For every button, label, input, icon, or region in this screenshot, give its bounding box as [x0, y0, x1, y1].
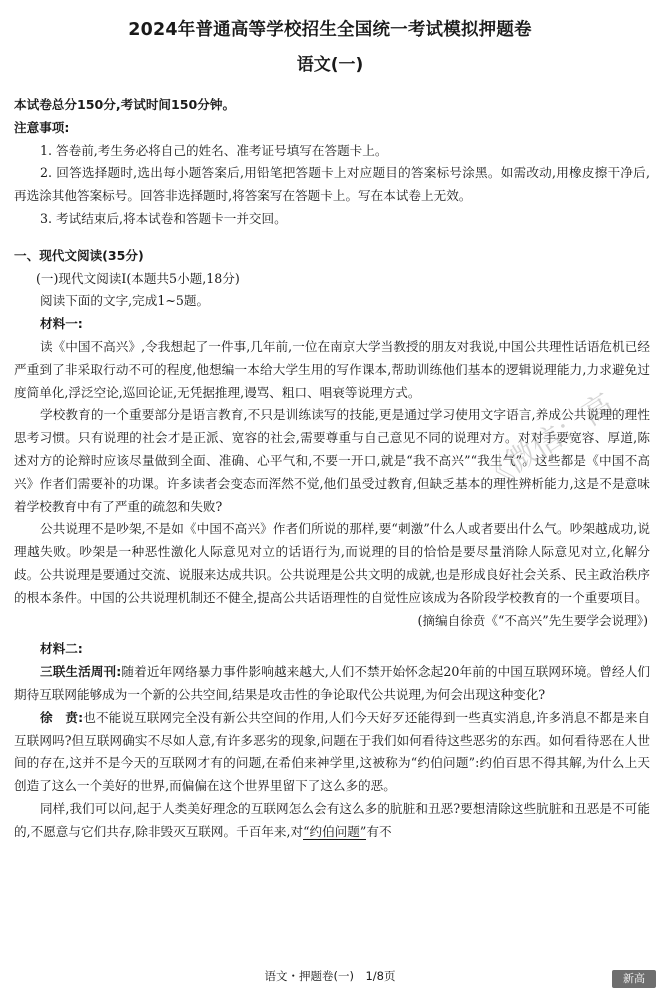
material-2-paragraph-2	[14, 707, 650, 798]
underlined-term: “约伯问题”	[303, 823, 367, 839]
page-title: 2024年普通高等学校招生全国统一考试模拟押题卷	[128, 20, 532, 40]
reading-instruction: 阅读下面的文字,完成1~5题。	[40, 293, 210, 309]
material-2-paragraph-3	[14, 798, 650, 844]
score-line: 本试卷总分150分,考试时间150分钟。	[14, 97, 236, 112]
material-1-paragraph-2: 学校教育的一个重要部分是语言教育,不只是训练读写的技能,更是通过学习使用文字语言,养成公共说理的理性思考习惯。只有说理的社会才是正派、宽容的社会,需要尊重与自己意见不同的说理对方。对对手要宽容、厚道,陈述对方的论辩时应该尽量做到全面、准确、心平气和,不要一开口,就是“我不高兴”“我生气”。这些都是《中国不高兴》作者们需要补的功课。许多读者会变态而浑然不觉,他们虽受过教育,但缺乏基本的理性辨析能力,这是不是意味着学校教育中有了严重的疏忽和失败?	[14, 407, 650, 514]
note-1: 1. 答卷前,考生务必将自己的姓名、准考证号填写在答题卡上。	[40, 142, 388, 158]
page-subtitle: 语文(一)	[296, 55, 364, 75]
material-1-source: (摘编自徐贲《“不高兴”先生要学会说理》)	[417, 612, 648, 628]
paragraph-text: 有不	[366, 823, 392, 839]
speaker-text: 随着近年网络暴力事件影响越来越大,人们不禁开始怀念起20年前的中国互联网环境。曾经人们期待互联网能够成为一个新的公共空间,结果是攻击性的争论取代公共说理,为何会出现这种变化?	[14, 664, 650, 702]
speaker-label: 徐 贲:	[40, 709, 84, 725]
material-1-label: 材料一:	[40, 316, 83, 332]
speaker-label: 三联生活周刊:	[40, 664, 122, 680]
paragraph-text: 同样,我们可以问,起于人类美好理念的互联网怎么会有这么多的肮脏和丑恶?要想清除这些肮脏和丑恶是不可能的,不愿意与它们共存,除非毁灭互联网。千百年来,对	[14, 800, 650, 839]
section-heading: 一、现代文阅读(35分)	[14, 247, 144, 263]
notes-heading: 注意事项:	[14, 119, 70, 135]
sub-section-heading: (一)现代文阅读Ⅰ(本题共5小题,18分)	[36, 270, 240, 286]
material-1-paragraph-3: 公共说理不是吵架,不是如《中国不高兴》作者们所说的那样,要“刺激”什么人或者要出什么气。吵架越成功,说理越失败。吵架是一种恶性激化人际意见对立的话语行为,而说理的目的恰恰是要尽量消除人际意见对立,化解分歧。公共说理是要通过交流、说服来达成共识。公共说理是公共文明的成就,也是形成良好社会关系、民主政治秩序的根本条件。中国的公共说理机制还不健全,提高公共话语理性的自觉性应该成为各阶段学校教育的一个重要项目。	[14, 521, 650, 605]
page-footer: 语文・押题卷(一) 1/8页	[264, 969, 396, 983]
note-3: 3. 考试结束后,将本试卷和答题卡一并交回。	[40, 210, 287, 226]
material-1-paragraph-1: 读《中国不高兴》,令我想起了一件事,几年前,一位在南京大学当教授的朋友对我说,中国公共理性话语危机已经严重到了非采取行动不可的程度,他想编一本给大学生用的写作课本,帮助训练他们基本的逻辑说理能力,力求避免过度简单化,浮泛空论,巡回论证,无凭据推理,谩骂、粗口、唱衰等说理方式。	[14, 338, 650, 400]
watermark: 《微信：高	[474, 387, 621, 497]
material-2-paragraph-1	[14, 661, 650, 707]
exam-content	[14, 94, 650, 844]
corner-badge: 新高	[612, 970, 656, 988]
note-2: 2. 回答选择题时,选出每小题答案后,用铅笔把答题卡上对应题目的答案标号涂黑。如需改动,用橡皮擦干净后,再选涂其他答案标号。回答非选择题时,将答案写在答题卡上。写在本试卷上无效。	[14, 165, 650, 204]
material-2-label: 材料二:	[40, 641, 83, 657]
spacer	[14, 231, 650, 245]
speaker-text: 也不能说互联网完全没有新公共空间的作用,人们今天好歹还能得到一些真实消息,许多消息不都是来自互联网吗?但互联网确实不尽如人意,有许多恶劣的现象,问题在于我们如何看待这些恶劣的东西。如何看待恶在人世间的存在,这并不是今天的互联网才有的问题,在希伯来神学里,这被称为“约伯问题”:约伯百思不得其解,为什么上天创造了这么一个美好的世界,而偏偏在这个世界里留下了这么多的恶。	[14, 709, 650, 794]
